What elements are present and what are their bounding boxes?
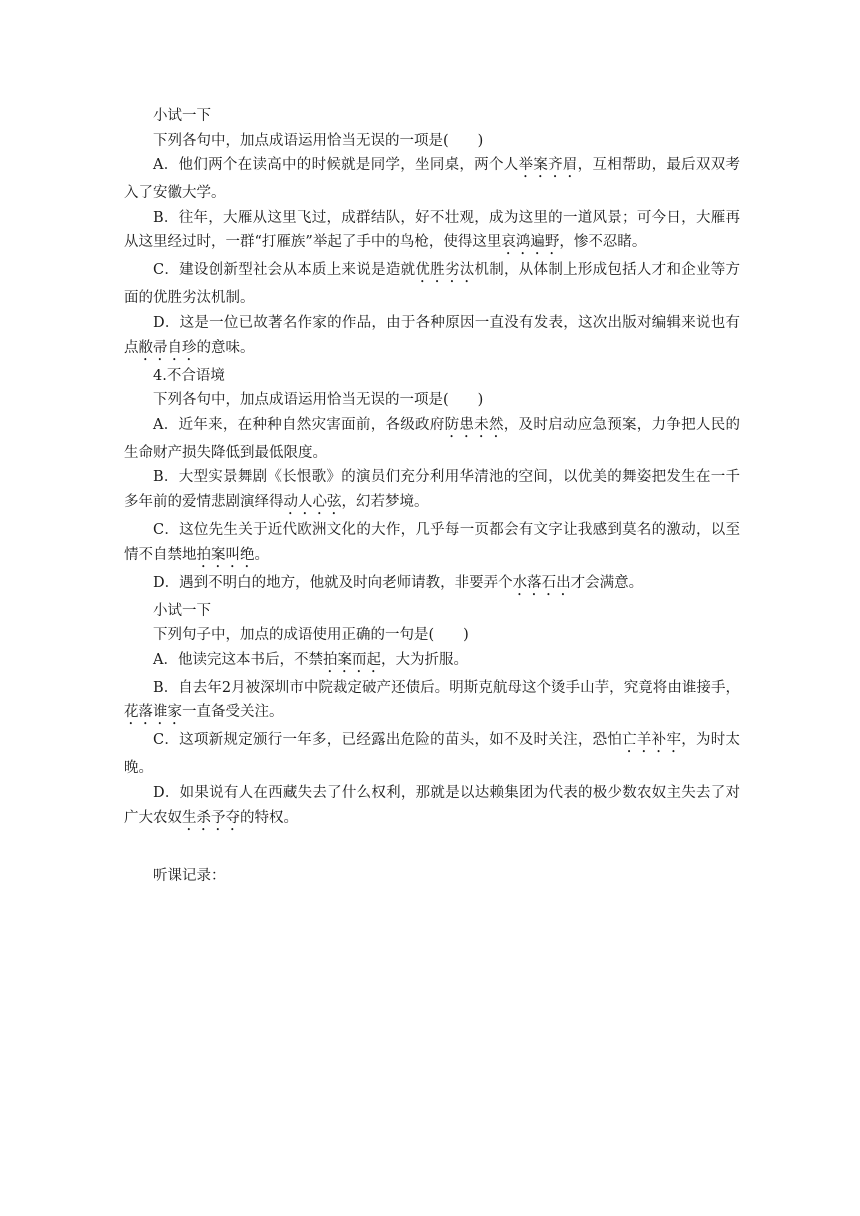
section3-option-d: D．如果说有人在西藏失去了什么权利，那就是以达赖集团为代表的极少数农奴主失去了对广大农奴生杀予夺的特权。 — [124, 784, 740, 826]
section2-option-a: A．近年来，在种种自然灾害面前，各级政府防患未然，及时启动应急预案，力争把人民的生命财产损失降低到最低限度。 — [124, 416, 741, 461]
emphasized-idiom: 亡羊补牢 — [622, 732, 682, 749]
emphasized-idiom: 举案齐眉 — [518, 157, 578, 174]
section3-question: 下列句子中，加点的成语使用正确的一句是( ) — [153, 627, 469, 644]
section2-option-c: C．这位先生关于近代欧洲文化的大作，几乎每一页都会有文字让我感到莫名的激动，以至情不自禁地拍案叫绝。 — [124, 521, 740, 563]
section2-heading: 4.不合语境 — [153, 367, 225, 384]
section1-option-c: C．建设创新型社会从本质上来说是造就优胜劣汰机制，从体制上形成包括人才和企业等方面的优胜劣汰机制。 — [124, 262, 741, 307]
section3-option-b: B．自去年2月被深圳市中院裁定破产还债后。明斯克航母这个烫手山芋，究竟将由谁接手，花落谁家一直备受关注。 — [124, 679, 740, 721]
section1-option-b: B．往年，大雁从这里飞过，成群结队，好不壮观，成为这里的一道风景；可今日，大雁再从这里经过时，一群“打雁族”举起了手中的鸟枪，使得这里哀鸿遍野，惨不忍睹。 — [124, 209, 740, 251]
emphasized-idiom: 拍案叫绝 — [196, 546, 255, 563]
section3-option-a: A．他读完这本书后，不禁拍案而起，大为折服。 — [153, 651, 468, 668]
emphasized-idiom: 水落石出 — [512, 574, 571, 591]
emphasized-idiom: 哀鸿遍野 — [501, 234, 560, 251]
section2-question: 下列各句中，加点成语运用恰当无误的一项是( ) — [153, 392, 484, 409]
record-label: 听课记录： — [153, 867, 226, 884]
section3-heading: 小试一下 — [153, 602, 211, 619]
section1-question: 下列各句中，加点成语运用恰当无误的一项是( ) — [153, 132, 484, 149]
emphasized-idiom: 敝帚自珍 — [138, 339, 197, 356]
section1-heading: 小试一下 — [153, 108, 211, 124]
emphasized-idiom: 优胜劣汰 — [415, 262, 475, 279]
section1-option-d: D．这是一位已故著名作家的作品，由于各种原因一直没有发表，这次出版对编辑来说也有点敝帚自珍的意味。 — [124, 314, 740, 356]
emphasized-idiom: 花落谁家 — [124, 704, 182, 721]
emphasized-idiom: 动人心弦 — [283, 493, 342, 510]
document-body — [124, 104, 740, 888]
section1-option-a: A．他们两个在读高中的时候就是同学，坐同桌，两个人举案齐眉，互相帮助，最后双双考入了安徽大学。 — [124, 157, 740, 202]
section3-option-c: C．这项新规定颁行一年多，已经露出危险的苗头，如不及时关注，恐怕亡羊补牢，为时太晚。 — [124, 732, 741, 777]
spacer — [124, 834, 740, 864]
emphasized-idiom: 防患未然 — [444, 416, 504, 433]
emphasized-idiom: 生杀予夺 — [182, 809, 240, 826]
emphasized-idiom: 拍案而起 — [322, 651, 381, 668]
section2-option-b: B．大型实景舞剧《长恨歌》的演员们充分利用华清池的空间，以优美的舞姿把发生在一千多年前的爱情悲剧演绎得动人心弦，幻若梦境。 — [124, 469, 740, 510]
section2-option-d: D．遇到不明白的地方，他就及时向老师请教，非要弄个水落石出才会满意。 — [153, 574, 644, 591]
